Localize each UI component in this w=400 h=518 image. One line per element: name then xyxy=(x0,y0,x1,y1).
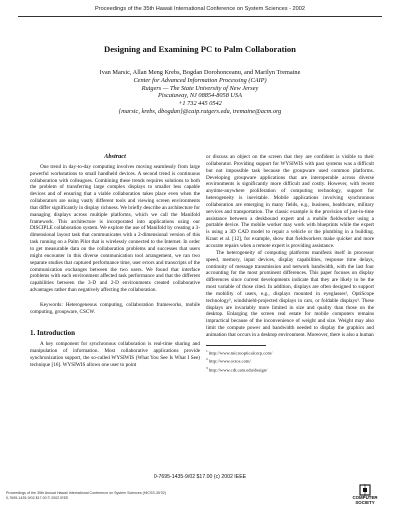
keywords: Keywords: Heterogeneous computing, collaboration frameworks, mobile computing, groupware, CSCW. xyxy=(30,301,200,315)
abstract-text: One trend in day-to-day computing involves moving seamlessly from large powerful workstations to small handheld devices. A second trend is continuous collaboration with colleagues. Combining these trends requires solutions to both the problem of transferring large complex displays to smaller less capable devices and of ensuring that a viable collaboration takes place even when the collaborators are using vastly different tools and viewing screen environments that differ significantly in display richness. We briefly describe an architecture for managing displays across multiple platforms, which we call the Manifold framework. This architecture is incorporated into applications using our DISCIPLE collaboration system. We explore the use of Manifold by creating a 3-dimensional layout task that communicates with a 2-dimensional version of this task running on a Palm Pilot that is wirelessly connected to the Internet. In order to get measurable data on the collaboration problems and successes that users might encounter in this diverse communication tool arrangement, we ran two separate studies that captured performance time, user errors and transcripts of the communication exchanges between the two users. We found that interface problems with each environment affected task performance and that the different capabilities between the 3-D and 2-D environments created collaborative advantages rather than negatively affecting the collaboration. xyxy=(30,163,200,294)
author-block xyxy=(0,69,400,116)
logo-text: COMPUTER SOCIETY xyxy=(352,495,378,505)
footnote: $^1$ http://www.microopticalcorp.com/ xyxy=(206,348,273,356)
header-rule xyxy=(18,16,382,17)
footnote-rule xyxy=(206,345,266,346)
author-university: Rutgers — The State University of New Jersey xyxy=(141,84,259,92)
introduction-text: A key component for synchronous collaboration is real-time sharing and manipulation of information. Most collaborative applications provide synchronization support, the so-called WYSIWIS (What You See Is What I See) technique [16]. WYSIWIS allows one user to point xyxy=(30,341,200,368)
abstract-heading: Abstract xyxy=(104,153,126,160)
right-column xyxy=(206,154,374,373)
author-phone: +1 732 445 0542 xyxy=(178,100,222,108)
left-column xyxy=(30,154,200,369)
body-paragraph: or discuss an object on the screen that they are confident is visible to their collaborator. Providing support for WYSIWIS with past systems was a difficult but not impossible task because the groupware used common platforms. Developing groupware applications that are interoperable across diverse environments is significantly more difficult and costly. However, with recent anytime-anywhere proliferation of computing technology, support for heterogeneity is inevitable. Mobile applications involving synchronous collaboration are emerging in many fields, e.g., business, healthcare, military services and transportation. The classic example is the provision of just-in-time assistance between a deskbound expert and a mobile fieldworker using a portable device. The mobile worker may work with blueprints while the expert is using a 3D CAD model to repair a vehicle or the plumbing in a building. Kraut et al. [12], for example, show that fieldworkers make quicker and more accurate repairs when a remote expert is providing assistance. xyxy=(206,154,374,249)
footnote: $^2$ http://www.octos.com/ xyxy=(206,357,251,364)
body-paragraph: The heterogeneity of computing platforms manifests itself in processor speed, memory, input devices, display capabilities, response time delays, continuity of message transmission and network bandwidth, with the last four accounting for the most prominent differences. This paper focuses on display differences since current developments indicate that they are likely to be the most variable of those cited. In addition, displays are often designed to support the mobility of users, e.g., displays mounted in eyeglasses¹, OptiScope technology², windshield-projected displays in cars, or foldable displays³. These displays are invariably more limited in size and quality than those on the desktop. Enlarging the screen real estate for mobile computers remains impractical because of the inconvenience of weight and size. Weight may also limit the compute power and bandwidth needed to display the graphics and animation that occurs in a desktop environment. Moreover, there is also a human xyxy=(206,249,374,338)
computer-society-logo xyxy=(338,483,392,511)
footer-citation: Proceedings of the 35th Annual Hawaii International Conference on System Sciences (HICSS-35'02) 0-7695-1435-9/02 $17.00 © 2002 IEEE xyxy=(6,491,166,500)
proceedings-header: Proceedings of the 35th Hawaii International Conference on System Sciences - 2002 xyxy=(95,6,305,12)
section-heading-introduction: 1. Introduction xyxy=(30,328,75,337)
footnote: $^3$ http://www.cdt.cam.edu/design/ xyxy=(206,365,268,373)
paper-title: Designing and Examining PC to Palm Collaboration xyxy=(104,44,296,54)
page-copyright-line: 0-7695-1435-9/02 $17.00 (c) 2002 IEEE xyxy=(153,474,247,480)
author-email: {marsic, krebs, dbogdan}@caip.rutgers.edu, tremaine@acm.org xyxy=(118,107,282,115)
author-center: Center for Advanced Information Processing (CAIP) xyxy=(133,76,267,84)
author-names: Ivan Marsic, Allan Meng Krebs, Bogdan Dorohonceanu, and Marilyn Tremaine xyxy=(99,69,301,76)
author-address: Piscataway, NJ 08854-8058 USA xyxy=(158,92,242,100)
